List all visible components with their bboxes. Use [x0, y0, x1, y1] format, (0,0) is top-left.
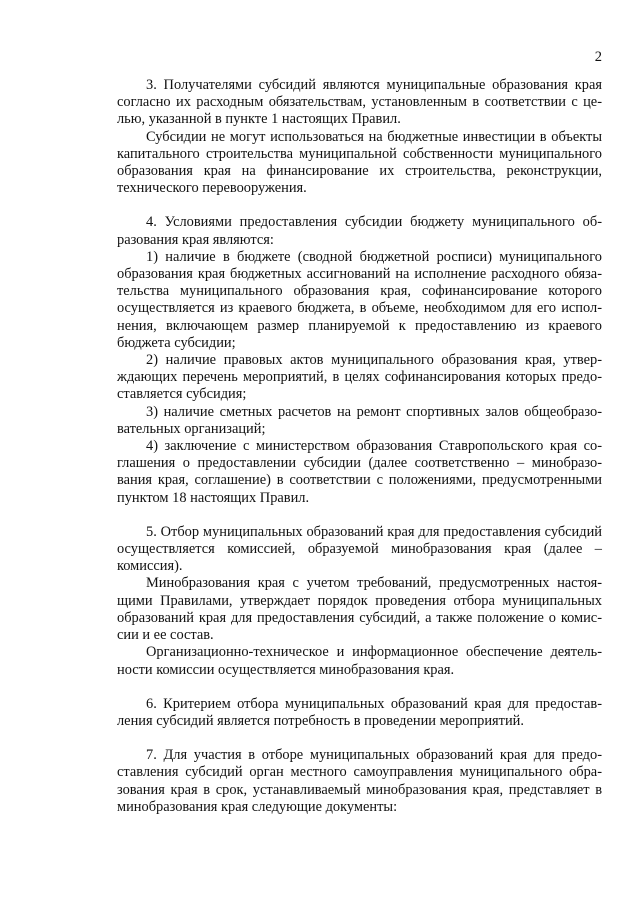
paragraph-3-subsidy-restriction: Субсидии не могут использоваться на бюджетные инвестиции в объекты капитального строительства муниципальной собственности муниципального образования края на финансирование их строительства, реконструкции, технического перевооружения.	[117, 128, 602, 197]
paragraph-4-item-2: 2) наличие правовых актов муниципального образования края, утверждающих перечень мероприятий, в целях софинансирования которых предоставляется субсидия;	[117, 352, 602, 403]
document-body	[117, 77, 602, 816]
paragraph-7: 7. Для участия в отборе муниципальных образований края для предоставления субсидий орган местного самоуправления муниципального образования края в срок, устанавливаемый минобразования края, представляет в минобразования края следующие документы:	[117, 747, 602, 815]
paragraph-6: 6. Критерием отбора муниципальных образований края для предоставления субсидий является потребность в проведении мероприятий.	[117, 695, 602, 729]
paragraph-4-item-4: 4) заключение с министерством образования Ставропольского края соглашения о предоставлении субсидии (далее соответственно – минобразования края, соглашение) в соответствии с положениями, предусмотренными пунктом 18 настоящих Правил.	[117, 438, 602, 506]
paragraph-4-item-1: 1) наличие в бюджете (сводной бюджетной росписи) муниципального образования края бюджетных ассигнований на исполнение расходного обязательства муниципального образования края, софинансирование которого осуществляется из краевого бюджета, в объеме, необходимом для его исполнения, включающем размер планируемой к предоставлению из краевого бюджета субсидии;	[117, 248, 602, 351]
paragraph-4: 4. Условиями предоставления субсидии бюджету муниципального образования края являются:	[117, 214, 602, 248]
page-number: 2	[594, 49, 602, 65]
paragraph-5-selection-procedure: Минобразования края с учетом требований, предусмотренных настоящими Правилами, утверждает порядок проведения отбора муниципальных образований края для предоставления субсидий, а также положение о комиссии и ее состав.	[117, 575, 602, 644]
paragraph-4-item-3: 3) наличие сметных расчетов на ремонт спортивных залов общеобразовательных организаций;	[117, 403, 602, 437]
paragraph-3: 3. Получателями субсидий являются муниципальные образования края согласно их расходным обязательствам, установленным в соответствии с целью, указанной в пункте 1 настоящих Правил.	[117, 77, 602, 128]
paragraph-5: 5. Отбор муниципальных образований края для предоставления субсидий осуществляется комиссией, образуемой минобразования края (далее – комиссия).	[117, 523, 602, 575]
paragraph-5-commission-support: Организационно-техническое и информационное обеспечение деятельности комиссии осуществляется минобразования края.	[117, 644, 602, 678]
